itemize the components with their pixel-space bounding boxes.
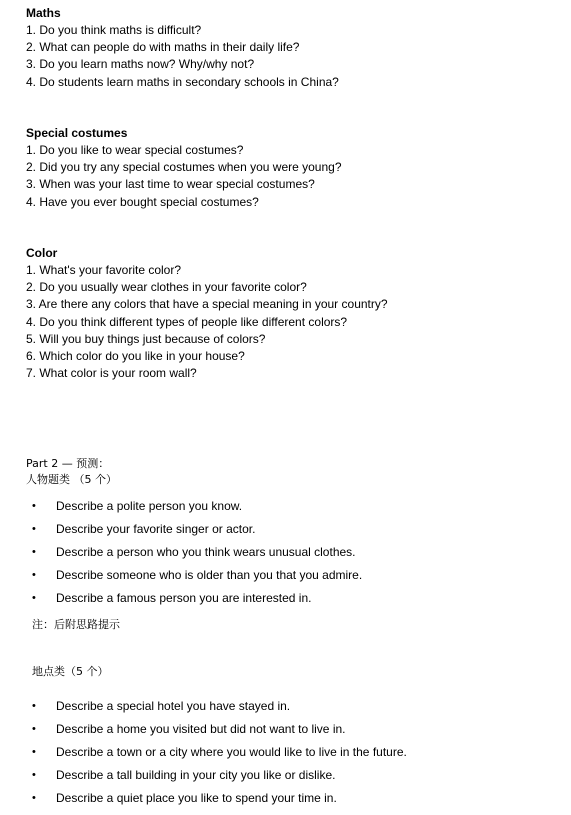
bullet-icon: •: [32, 569, 36, 581]
list-item-text: Describe a famous person you are interested in.: [56, 591, 312, 605]
question-item: 1. What's your favorite color?: [26, 263, 182, 277]
bullet-icon: •: [32, 592, 36, 604]
list-item: [26, 567, 546, 590]
question-item: 2. Did you try any special costumes when you were young?: [26, 160, 342, 175]
note-text: 注：后附思路提示: [32, 618, 120, 631]
part2-heading: Part 2 — 预测：: [26, 457, 110, 470]
list-item-text: Describe a special hotel you have stayed in.: [56, 699, 291, 713]
list-item-text: Describe a polite person you know.: [56, 499, 243, 513]
part2-header: [26, 456, 117, 488]
list-item: [26, 698, 546, 721]
list-item: [26, 521, 546, 544]
bullet-icon: •: [32, 792, 36, 804]
list-item-text: Describe a town or a city where you would like to live in the future.: [56, 745, 407, 759]
question-item: 4. Do students learn maths in secondary schools in China?: [26, 74, 339, 89]
list-item: [26, 767, 546, 790]
section-title: Special costumes: [26, 126, 128, 140]
list-item-text: Describe a tall building in your city you like or dislike.: [56, 768, 336, 782]
list-item: [26, 744, 546, 767]
question-item: 3. Are there any colors that have a special meaning in your country?: [26, 297, 388, 312]
bullet-icon: •: [32, 500, 36, 512]
bullet-icon: •: [32, 700, 36, 712]
list-item: [26, 790, 546, 813]
section-title: Color: [26, 246, 58, 260]
question-item: 1. Do you like to wear special costumes?: [26, 143, 244, 157]
list-item-text: Describe a person who you think wears unusual clothes.: [56, 545, 356, 559]
question-item: 5. Will you buy things just because of colors?: [26, 331, 266, 346]
people-topic-list: [26, 498, 546, 613]
bullet-icon: •: [32, 769, 36, 781]
bullet-icon: •: [32, 546, 36, 558]
list-item: [26, 721, 546, 744]
list-item-text: Describe someone who is older than you that you admire.: [56, 568, 363, 582]
list-item-text: Describe your favorite singer or actor.: [56, 522, 256, 536]
list-item-text: Describe a quiet place you like to spend your time in.: [56, 791, 337, 805]
places-category-heading: 地点类（5 个）: [32, 665, 109, 678]
question-item: 3. When was your last time to wear special costumes?: [26, 177, 315, 192]
section-maths: [26, 5, 339, 91]
question-item: 6. Which color do you like in your house?: [26, 349, 245, 364]
question-item: 7. What color is your room wall?: [26, 366, 197, 381]
section-special-costumes: [26, 125, 342, 211]
list-item: [26, 590, 546, 613]
question-item: 3. Do you learn maths now? Why/why not?: [26, 57, 255, 72]
question-item: 2. Do you usually wear clothes in your favorite color?: [26, 280, 307, 295]
question-item: 4. Do you think different types of people like different colors?: [26, 314, 348, 329]
bullet-icon: •: [32, 746, 36, 758]
section-color: [26, 245, 388, 382]
places-topic-list: [26, 698, 546, 813]
question-item: 1. Do you think maths is difficult?: [26, 23, 202, 37]
question-item: 2. What can people do with maths in their daily life?: [26, 40, 300, 55]
list-item: [26, 498, 546, 521]
bullet-icon: •: [32, 723, 36, 735]
bullet-icon: •: [32, 523, 36, 535]
people-category-heading: 人物题类 （5 个）: [26, 473, 117, 486]
question-item: 4. Have you ever bought special costumes?: [26, 194, 259, 209]
section-title: Maths: [26, 6, 61, 20]
list-item-text: Describe a home you visited but did not want to live in.: [56, 722, 346, 736]
list-item: [26, 544, 546, 567]
